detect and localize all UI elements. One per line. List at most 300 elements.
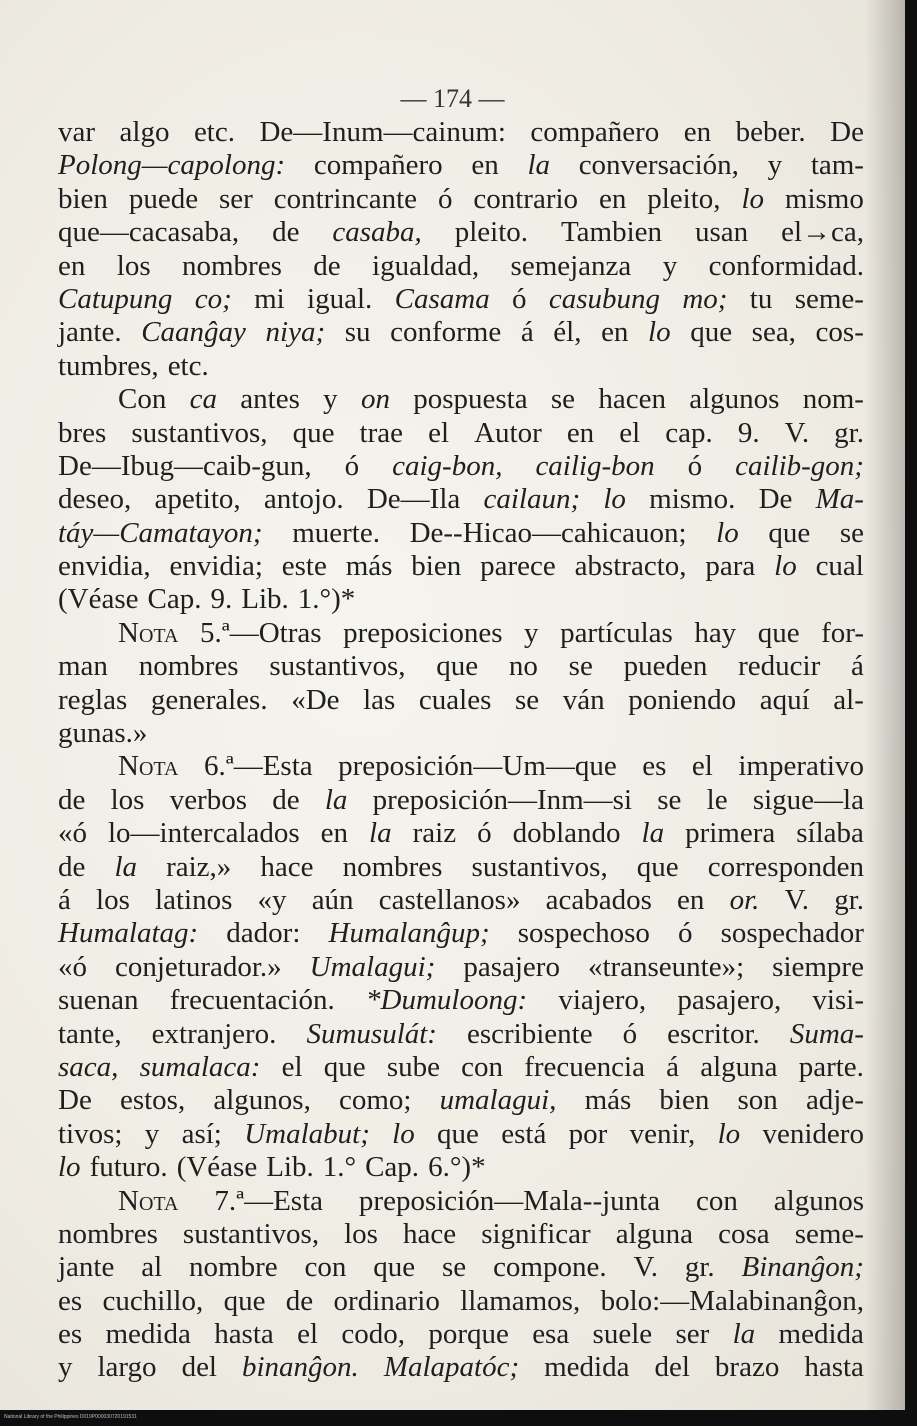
- word: Cap.: [147, 583, 202, 616]
- word: Tambien: [560, 216, 663, 249]
- word: gr.: [834, 416, 864, 449]
- word: que: [223, 1284, 266, 1317]
- word: doblando: [512, 817, 621, 850]
- word: tivos;: [58, 1117, 123, 1150]
- word: algunos: [773, 1184, 864, 1217]
- word: con: [304, 1251, 347, 1284]
- word: á: [666, 1050, 680, 1083]
- word: saca,: [58, 1050, 119, 1083]
- word: suenan: [58, 984, 139, 1017]
- word: adje-: [805, 1084, 864, 1117]
- word: cap.: [665, 416, 713, 449]
- word: preposición—Mala--junta: [358, 1184, 661, 1217]
- word: el: [619, 416, 641, 449]
- word: son: [737, 1084, 778, 1117]
- word: «ó: [58, 817, 87, 850]
- word: for-: [821, 616, 864, 649]
- text-line: [58, 1285, 864, 1318]
- word: igualdad,: [372, 249, 480, 282]
- word: es: [642, 750, 667, 783]
- word: más: [345, 550, 393, 583]
- word: lo: [392, 1117, 415, 1150]
- text-line: [58, 1051, 864, 1084]
- word: sigue—la: [752, 783, 864, 816]
- word: se: [514, 683, 540, 716]
- word: el→ca,: [781, 216, 864, 249]
- word: cual: [815, 550, 864, 583]
- word: compone.: [493, 1251, 607, 1284]
- word: el: [281, 1050, 303, 1083]
- word: compañero: [313, 149, 443, 182]
- word: lo: [58, 1151, 81, 1184]
- word: se: [550, 383, 576, 416]
- word: siempre: [772, 950, 864, 983]
- word: niya;: [265, 316, 326, 349]
- text-line: [58, 483, 864, 516]
- word: se: [568, 650, 593, 683]
- word: mi: [254, 282, 285, 315]
- word: algunos,: [213, 1084, 311, 1117]
- word: que: [292, 416, 335, 449]
- word: ser: [675, 1318, 710, 1351]
- word: que: [636, 850, 679, 883]
- word: 9.: [737, 416, 760, 449]
- word: puede: [128, 182, 199, 215]
- word: los: [344, 1217, 378, 1250]
- text-line: [58, 817, 864, 850]
- word: con: [461, 1050, 504, 1083]
- word: 7.ª—Esta: [214, 1184, 324, 1217]
- word: cailaun;: [483, 483, 581, 516]
- word: y: [323, 383, 338, 416]
- text-line: [58, 316, 864, 349]
- word: algunos: [689, 383, 780, 416]
- word: Malapatóc;: [383, 1351, 520, 1384]
- word: tumbres,: [58, 349, 159, 382]
- word: extranjero.: [151, 1017, 277, 1050]
- word: y: [767, 149, 783, 182]
- word: su: [344, 316, 371, 349]
- word: man: [58, 650, 108, 683]
- word: con: [696, 1184, 738, 1217]
- word: es: [58, 1318, 83, 1351]
- word: aún: [311, 883, 354, 916]
- word: 5.ª—Otras: [199, 616, 322, 649]
- text-line: [58, 951, 864, 984]
- word: casubung: [548, 282, 661, 315]
- word: pleito,: [647, 182, 721, 215]
- word: lo: [648, 316, 671, 349]
- word: preposiciones: [343, 616, 503, 649]
- word: y: [144, 1117, 160, 1150]
- word: Cap.: [365, 1151, 420, 1184]
- word: imperativo: [738, 750, 864, 783]
- word: Autor: [474, 416, 542, 449]
- word: sílaba: [796, 817, 864, 850]
- scan-footer: National Library of the Philippines D019P000030720191531: [4, 1414, 137, 1420]
- word: *Dumuloong:: [366, 984, 528, 1017]
- text-line: [58, 350, 864, 383]
- word: preposición—Inm—si: [372, 783, 633, 816]
- word: seme-: [794, 1217, 864, 1250]
- word: Umalabut;: [244, 1117, 370, 1150]
- word: y: [58, 1351, 73, 1384]
- word: lo—intercalados: [108, 817, 300, 850]
- text-line: [58, 1218, 864, 1251]
- word: ó: [512, 282, 527, 315]
- word: parece: [480, 550, 556, 583]
- word: sube: [386, 1050, 440, 1083]
- word: ó: [677, 917, 693, 950]
- word: por: [568, 1117, 608, 1150]
- word: conversación,: [578, 149, 739, 182]
- word: en: [677, 883, 705, 916]
- word: nombres: [342, 850, 443, 883]
- word: De—Inum—cainum:: [259, 116, 506, 148]
- word: en: [320, 817, 349, 850]
- word: reglas: [58, 683, 128, 716]
- word: no: [508, 650, 538, 683]
- text-line: [58, 517, 864, 550]
- word: var: [58, 116, 96, 148]
- word: que: [373, 1251, 416, 1284]
- word: jante.: [58, 316, 122, 349]
- word: porque: [428, 1318, 509, 1351]
- text-line: [58, 884, 864, 917]
- word: los: [116, 249, 151, 282]
- word: ser: [219, 182, 253, 215]
- word: Nota: [118, 750, 179, 783]
- word: envidia,: [58, 550, 151, 583]
- word: que: [768, 516, 811, 549]
- word: verbos: [169, 783, 248, 816]
- word: Ma-: [815, 483, 864, 516]
- word: 6.ª—Esta: [203, 750, 313, 783]
- word: tam-: [810, 149, 864, 182]
- word: envidia;: [169, 550, 263, 583]
- word: lo: [741, 182, 764, 215]
- word: antes: [240, 383, 300, 416]
- word: generales.: [150, 683, 268, 716]
- word: á: [58, 883, 71, 916]
- word: en: [683, 116, 712, 148]
- word: jante: [58, 1251, 115, 1284]
- word: De—Ibug—caib-gun,: [58, 449, 312, 482]
- word: etc.: [167, 349, 209, 382]
- word: pueden: [623, 650, 708, 683]
- word: Caanĝay: [141, 316, 246, 349]
- text-line: [58, 383, 864, 416]
- word: Nota: [118, 616, 179, 649]
- word: más: [584, 1084, 632, 1117]
- word: la: [527, 149, 550, 182]
- word: sospechoso: [517, 917, 650, 950]
- text-line: [58, 1351, 864, 1384]
- word: los: [110, 783, 145, 816]
- text-line: [58, 116, 864, 149]
- word: Catupung: [58, 282, 173, 315]
- word: castellanos»: [378, 883, 521, 916]
- word: partículas: [560, 616, 673, 649]
- word: Con: [118, 383, 167, 416]
- word: del: [181, 1351, 217, 1384]
- word: dador:: [226, 917, 301, 950]
- word: bolo:—Malabinanĝon,: [600, 1284, 864, 1317]
- word: or.: [729, 883, 760, 916]
- text-line: [58, 1084, 864, 1117]
- word: medida: [105, 1318, 191, 1351]
- word: el: [297, 1318, 319, 1351]
- word: suele: [592, 1318, 653, 1351]
- text-line: [58, 1185, 864, 1218]
- word: sumalaca:: [139, 1050, 261, 1083]
- word: conjeturador.»: [114, 950, 282, 983]
- word: parte.: [798, 1050, 864, 1083]
- word: gr.: [834, 883, 864, 916]
- word: que—cacasaba,: [58, 216, 240, 249]
- word: cos-: [815, 316, 864, 349]
- word: contrario: [473, 182, 579, 215]
- word: algo: [119, 116, 170, 148]
- word: conformidad.: [708, 249, 864, 282]
- word: casaba,: [332, 216, 422, 249]
- text-line: [58, 750, 864, 783]
- word: gr.: [684, 1251, 715, 1284]
- word: Polong—capolong:: [58, 149, 286, 182]
- word: se: [442, 1251, 467, 1284]
- page-number: — 174 —: [400, 84, 505, 113]
- text-line: [58, 684, 864, 717]
- word: gunas.»: [58, 717, 148, 750]
- word: Humalanĝup;: [328, 917, 490, 950]
- word: alguna: [615, 1217, 694, 1250]
- word: cuchillo,: [102, 1284, 204, 1317]
- word: primera: [685, 817, 776, 850]
- text-line: [58, 1018, 864, 1051]
- text-line: [58, 917, 864, 950]
- word: significar: [481, 1217, 591, 1250]
- word: á: [851, 650, 864, 683]
- word: esa: [532, 1318, 570, 1351]
- word: viajero,: [558, 984, 647, 1017]
- word: ca: [189, 383, 217, 416]
- word: sea,: [751, 316, 796, 349]
- text-line: [58, 216, 864, 249]
- word: igual.: [307, 282, 373, 315]
- word: nom-: [802, 383, 864, 416]
- word: y: [524, 616, 539, 649]
- word: que: [757, 616, 800, 649]
- word: bres: [58, 416, 107, 449]
- word: 6.°)*: [428, 1151, 486, 1184]
- word: táy—Camatayon;: [58, 516, 263, 549]
- text-line: [58, 650, 864, 683]
- word: futuro.: [89, 1151, 168, 1184]
- word: la: [369, 817, 392, 850]
- word: etc.: [193, 116, 235, 148]
- word: acabados: [545, 883, 652, 916]
- word: y: [662, 249, 678, 282]
- word: en: [601, 316, 629, 349]
- word: on: [360, 383, 390, 416]
- word: venir,: [629, 1117, 696, 1150]
- word: «transeunte»;: [587, 950, 745, 983]
- word: al: [141, 1251, 163, 1284]
- word: sustantivos,: [131, 416, 268, 449]
- word: «De: [291, 683, 340, 716]
- word: la: [641, 817, 665, 850]
- word: Nota: [118, 1184, 179, 1217]
- word: escribiente: [467, 1017, 593, 1050]
- word: conforme: [390, 316, 502, 349]
- text-line: [58, 550, 864, 583]
- word: 9.: [210, 583, 233, 616]
- word: pospuesta: [413, 383, 528, 416]
- word: raiz,»: [166, 850, 232, 883]
- word: Humalatag:: [58, 917, 199, 950]
- word: cailib-gon;: [735, 449, 864, 482]
- word: de: [272, 216, 300, 249]
- word: en: [598, 182, 627, 215]
- text-line: [58, 1151, 864, 1184]
- word: las: [363, 683, 396, 716]
- word: lo: [716, 516, 739, 549]
- word: muerte.: [292, 516, 380, 549]
- word: pasajero: [463, 950, 560, 983]
- word: está: [501, 1117, 547, 1150]
- word: sospechador: [720, 917, 864, 950]
- word: nombres: [138, 650, 239, 683]
- word: que: [690, 316, 733, 349]
- word: compañero: [530, 116, 660, 148]
- word: beber.: [735, 116, 806, 148]
- word: cosa: [718, 1217, 770, 1250]
- word: hasta: [214, 1318, 274, 1351]
- word: hacen: [598, 383, 666, 416]
- word: nombres: [182, 249, 282, 282]
- word: pleito.: [454, 216, 529, 249]
- word: bien: [411, 550, 462, 583]
- word: aquí: [759, 683, 810, 716]
- word: el: [428, 416, 450, 449]
- word: Lib.: [266, 1151, 314, 1184]
- word: abstracto,: [574, 550, 687, 583]
- word: se: [657, 783, 682, 816]
- word: ó: [344, 449, 360, 482]
- word: medida: [544, 1351, 630, 1384]
- word: que: [436, 650, 479, 683]
- word: para: [705, 550, 756, 583]
- word: V.: [633, 1251, 658, 1284]
- text-line: [58, 283, 864, 316]
- word: se: [839, 516, 864, 549]
- word: caig-bon,: [392, 449, 503, 482]
- word: de: [272, 783, 300, 816]
- word: la: [114, 850, 138, 883]
- word: reducir: [738, 650, 821, 683]
- word: hay: [694, 616, 737, 649]
- word: preposición—Um—que: [338, 750, 617, 783]
- word: Casama: [394, 282, 490, 315]
- word: umalagui,: [439, 1084, 557, 1117]
- word: sustantivos,: [269, 650, 406, 683]
- word: codo,: [341, 1318, 405, 1351]
- word: contrincante: [273, 182, 418, 215]
- word: como;: [338, 1084, 412, 1117]
- word: en: [471, 149, 499, 182]
- word: bien: [659, 1084, 710, 1117]
- word: bien: [58, 182, 108, 215]
- word: De--Hicao—cahicauon;: [409, 516, 687, 549]
- word: en: [566, 416, 595, 449]
- word: mo;: [682, 282, 728, 315]
- word: tante,: [58, 1017, 122, 1050]
- word: largo: [97, 1351, 157, 1384]
- word: le: [706, 783, 728, 816]
- word: co;: [194, 282, 232, 315]
- word: la: [324, 783, 348, 816]
- word: visi-: [812, 984, 864, 1017]
- word: cailig-bon: [535, 449, 655, 482]
- word: al-: [833, 683, 864, 716]
- word: De—Ila: [366, 483, 461, 516]
- word: «ó: [58, 950, 87, 983]
- word: sustantivos,: [182, 1217, 320, 1250]
- word: De: [830, 116, 864, 148]
- word: poniendo: [628, 683, 737, 716]
- word: semejanza: [510, 249, 632, 282]
- word: sustantivos,: [471, 850, 608, 883]
- word: ó: [437, 182, 453, 215]
- word: Umalagui;: [309, 950, 436, 983]
- word: estos,: [119, 1084, 186, 1117]
- word: mismo.: [649, 483, 736, 516]
- text-line: [58, 717, 864, 750]
- text-line: [58, 583, 864, 616]
- word: binanĝon.: [242, 1351, 359, 1384]
- word: usan: [694, 216, 749, 249]
- word: ordinario: [333, 1284, 440, 1317]
- word: el: [691, 750, 713, 783]
- word: medida: [778, 1318, 864, 1351]
- word: frecuentación.: [169, 984, 335, 1017]
- body-text: [58, 116, 864, 1385]
- text-line: [58, 250, 864, 283]
- word: De: [758, 483, 793, 516]
- word: «y: [257, 883, 287, 916]
- word: V.: [784, 883, 810, 916]
- word: deseo,: [58, 483, 132, 516]
- word: 1.°: [322, 1151, 357, 1184]
- word: hace: [403, 1217, 457, 1250]
- word: llamamos,: [460, 1284, 581, 1317]
- text-line: [58, 851, 864, 884]
- word: hasta: [804, 1351, 864, 1384]
- word: venidero: [762, 1117, 864, 1150]
- word: este: [281, 550, 327, 583]
- word: cuales: [418, 683, 492, 716]
- scan-edge: [905, 0, 917, 1426]
- word: trae: [359, 416, 404, 449]
- word: la: [732, 1318, 756, 1351]
- word: alguna: [700, 1050, 778, 1083]
- text-line: [58, 984, 864, 1017]
- word: en: [58, 249, 86, 282]
- word: Binanĝon;: [741, 1251, 864, 1284]
- word: nombre: [189, 1251, 278, 1284]
- word: latinos: [155, 883, 233, 916]
- word: ó: [687, 449, 703, 482]
